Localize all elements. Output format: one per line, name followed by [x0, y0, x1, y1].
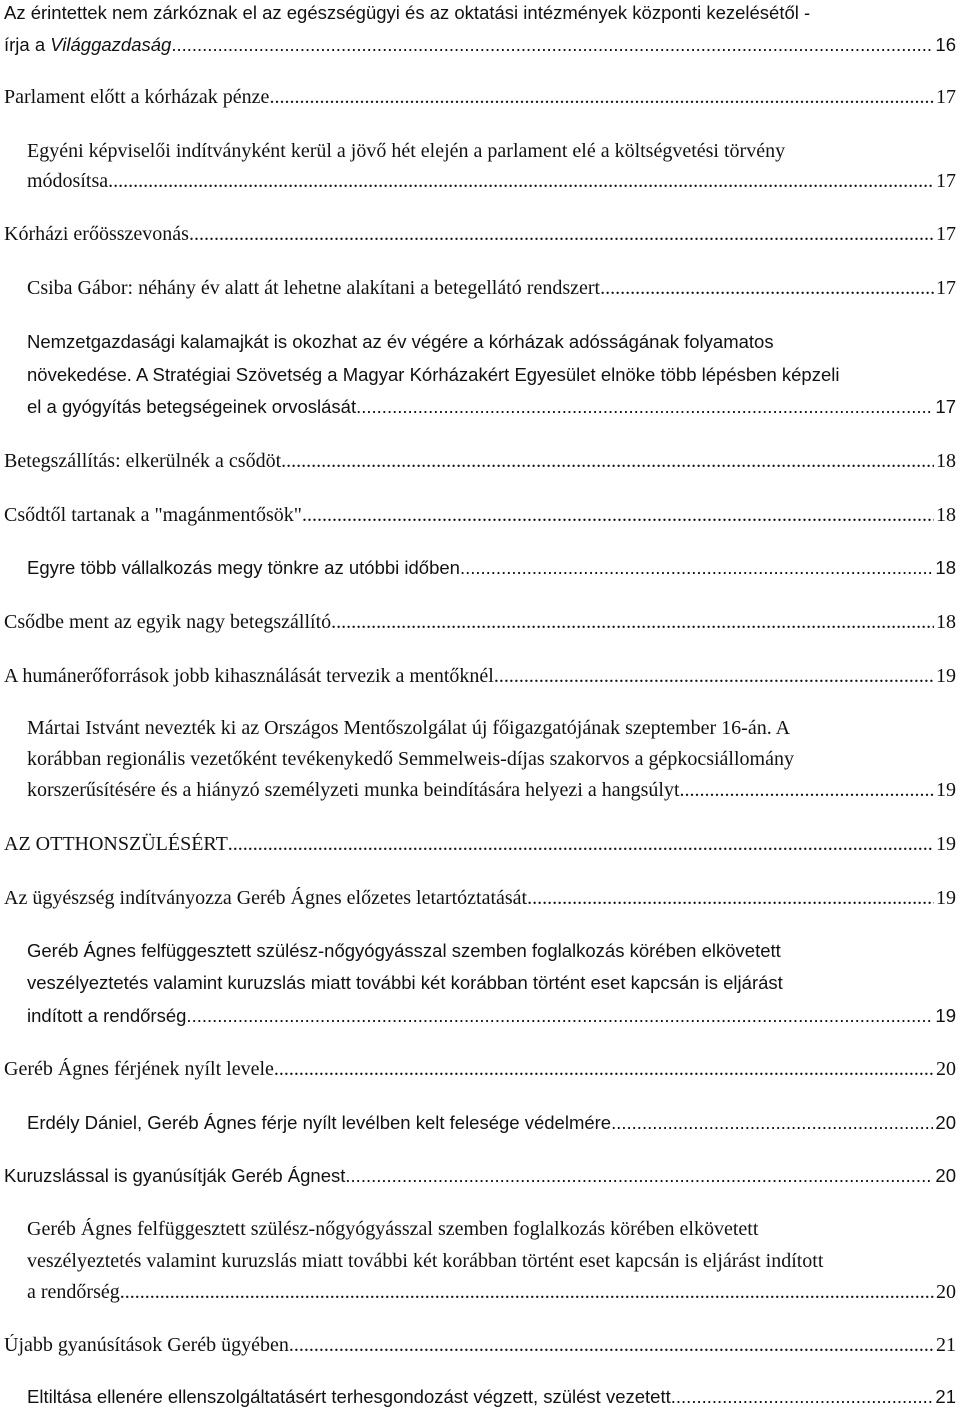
toc-entry-text: . — [171, 34, 177, 55]
toc-entry-text: Kuruzslással is gyanúsítják Geréb Ágnest — [4, 1165, 346, 1186]
toc-entry-line: veszélyeztetés valamint kuruzslás miatt további két korábban történt eset kapcsán is eljárást — [27, 972, 783, 993]
toc-page-number: 20 — [935, 1112, 956, 1133]
toc-entry-last-line — [4, 223, 958, 246]
dot-leader — [494, 665, 934, 688]
toc-entry-text: Geréb Ágnes férjének nyílt levele — [4, 1058, 274, 1080]
toc-entry-text: Eltiltása ellenére ellenszolgáltatásért terhesgondozást végzett, szülést vezetett — [27, 1386, 671, 1407]
dot-leader — [685, 779, 934, 802]
toc-page-number: 21 — [936, 1334, 956, 1356]
toc-page-number: 20 — [936, 1281, 956, 1303]
dot-leader — [176, 34, 933, 56]
dot-leader — [281, 450, 934, 473]
toc-entry-last-line — [4, 887, 958, 910]
toc-page-number: 17 — [936, 170, 956, 192]
dot-leader — [671, 1386, 934, 1408]
toc-entry-line: korábban regionális vezetőként tevékenykedő Semmelweis-díjas szakorvos a gépkocsiállomány — [27, 748, 794, 770]
dot-leader — [274, 1058, 934, 1081]
toc-entry-last-line — [27, 779, 958, 802]
toc-entry-line: Geréb Ágnes felfüggesztett szülész-nőgyógyásszal szemben foglalkozás körében elkövetett — [27, 940, 781, 961]
toc-entry-text: indított a rendőrség. — [27, 1005, 192, 1026]
toc-entry-text: a rendőrség. — [27, 1281, 125, 1303]
toc-entry-last-line — [27, 1281, 958, 1304]
toc-entry-last-line — [4, 450, 958, 473]
toc-page-number: 16 — [935, 34, 956, 55]
toc-entry-last-line — [4, 665, 958, 688]
dot-leader — [600, 277, 934, 300]
toc-entry-text: Egyre több vállalkozás megy tönkre az utóbbi időben — [27, 557, 460, 578]
dot-leader — [331, 611, 934, 634]
toc-entry-last-line — [27, 1005, 958, 1027]
toc-entry-text: Erdély Dániel, Geréb Ágnes férje nyílt levélben kelt felesége védelmére — [27, 1112, 612, 1133]
dot-leader — [361, 396, 933, 418]
dot-leader — [460, 557, 933, 579]
dot-leader — [527, 887, 934, 910]
dot-leader — [189, 223, 934, 246]
toc-entry-last-line — [4, 611, 958, 634]
toc-entry-text: A humánerőforrások jobb kihasználását tervezik a mentőknél — [4, 665, 494, 687]
toc-entry-last-line — [4, 34, 958, 56]
toc-page-number: 19 — [936, 833, 956, 855]
toc-entry-text: írja a — [4, 34, 51, 55]
dot-leader — [192, 1005, 934, 1027]
toc-entry-text: Kórházi erőösszevonás — [4, 223, 189, 245]
toc-page-number: 20 — [936, 1058, 956, 1080]
toc-entry-line: Geréb Ágnes felfüggesztett szülész-nőgyógyásszal szemben foglalkozás körében elkövetett — [27, 1218, 759, 1240]
toc-entry-last-line — [4, 1165, 958, 1187]
dot-leader — [269, 86, 934, 109]
toc-entry-last-line — [4, 86, 958, 109]
toc-page-number: 19 — [936, 779, 956, 801]
dot-leader — [611, 1112, 933, 1134]
toc-entry-line: növekedése. A Stratégiai Szövetség a Magyar Kórházakért Egyesület elnöke több lépésben képzeli — [27, 364, 840, 385]
toc-page-number: 18 — [936, 504, 956, 526]
toc-entry-line: veszélyeztetés valamint kuruzslás miatt további két korábban történt eset kapcsán is eljárást indított — [27, 1250, 824, 1272]
toc-entry-text: Újabb gyanúsítások Geréb ügyében — [4, 1334, 289, 1356]
toc-entry-source: Világgazdaság — [50, 34, 172, 55]
toc-entry-last-line — [4, 1334, 958, 1357]
toc-page-number: 17 — [936, 223, 956, 245]
dot-leader — [125, 1281, 934, 1304]
toc-page-number: 17 — [935, 396, 956, 417]
toc-page-number: 20 — [935, 1165, 956, 1186]
toc-entry-text: Parlament előtt a kórházak pénze — [4, 86, 270, 108]
dot-leader — [302, 504, 934, 527]
toc-entry-last-line — [27, 1112, 958, 1134]
toc-page-number: 18 — [936, 611, 956, 633]
toc-entry-line: Egyéni képviselői indítványként kerül a jövő hét elején a parlament elé a költségvetési törvény — [27, 140, 786, 162]
toc-entry-last-line — [4, 504, 958, 527]
toc-page-number: 18 — [935, 557, 956, 578]
toc-entry-last-line — [27, 170, 958, 193]
toc-entry-last-line — [4, 833, 958, 856]
dot-leader — [345, 1165, 933, 1187]
toc-entry-text: Az ügyészség indítványozza Geréb Ágnes előzetes letartóztatását — [4, 887, 528, 909]
toc-entry-last-line — [27, 277, 958, 300]
toc-page-number: 21 — [935, 1386, 956, 1407]
toc-entry-text: el a gyógyítás betegségeinek orvoslását. — [27, 396, 362, 417]
toc-entry-line: Az érintettek nem zárkóznak el az egészségügyi és az oktatási intézmények központi kezelésétől - — [4, 2, 811, 23]
toc-page-number: 17 — [936, 277, 956, 299]
toc-page-number: 18 — [936, 450, 956, 472]
toc-entry-text: Csiba Gábor: néhány év alatt át lehetne alakítani a betegellátó rendszert — [27, 277, 601, 299]
toc-entry-text: korszerűsítésére és a hiányzó személyzeti munka beindítására helyezi a hangsúlyt. — [27, 779, 685, 801]
dot-leader — [228, 833, 934, 856]
toc-page-number: 19 — [935, 1005, 956, 1026]
toc-entry-last-line — [27, 1386, 958, 1408]
toc-entry-last-line — [27, 557, 958, 579]
toc-entry-text: Csődtől tartanak a "magánmentősök" — [4, 504, 302, 526]
toc-entry-last-line — [27, 396, 958, 418]
toc-entry-last-line — [4, 1058, 958, 1081]
toc-entry-text: Betegszállítás: elkerülnék a csődöt — [4, 450, 282, 472]
dot-leader — [289, 1334, 934, 1357]
toc-page-number: 17 — [936, 86, 956, 108]
toc-entry-text: módosítsa. — [27, 170, 114, 192]
toc-entry-line: Nemzetgazdasági kalamajkát is okozhat az év végére a kórházak adósságának folyamatos — [27, 331, 774, 352]
toc-entry-text: AZ OTTHONSZÜLÉSÉRT — [4, 833, 228, 855]
toc-page-number: 19 — [936, 887, 956, 909]
toc-entry-line: Mártai Istvánt nevezték ki az Országos Mentőszolgálat új főigazgatójának szeptember 16-án. A — [27, 717, 791, 739]
toc-page-number: 19 — [936, 665, 956, 687]
toc-entry-text: Csődbe ment az egyik nagy betegszállító — [4, 611, 332, 633]
dot-leader — [113, 170, 934, 193]
